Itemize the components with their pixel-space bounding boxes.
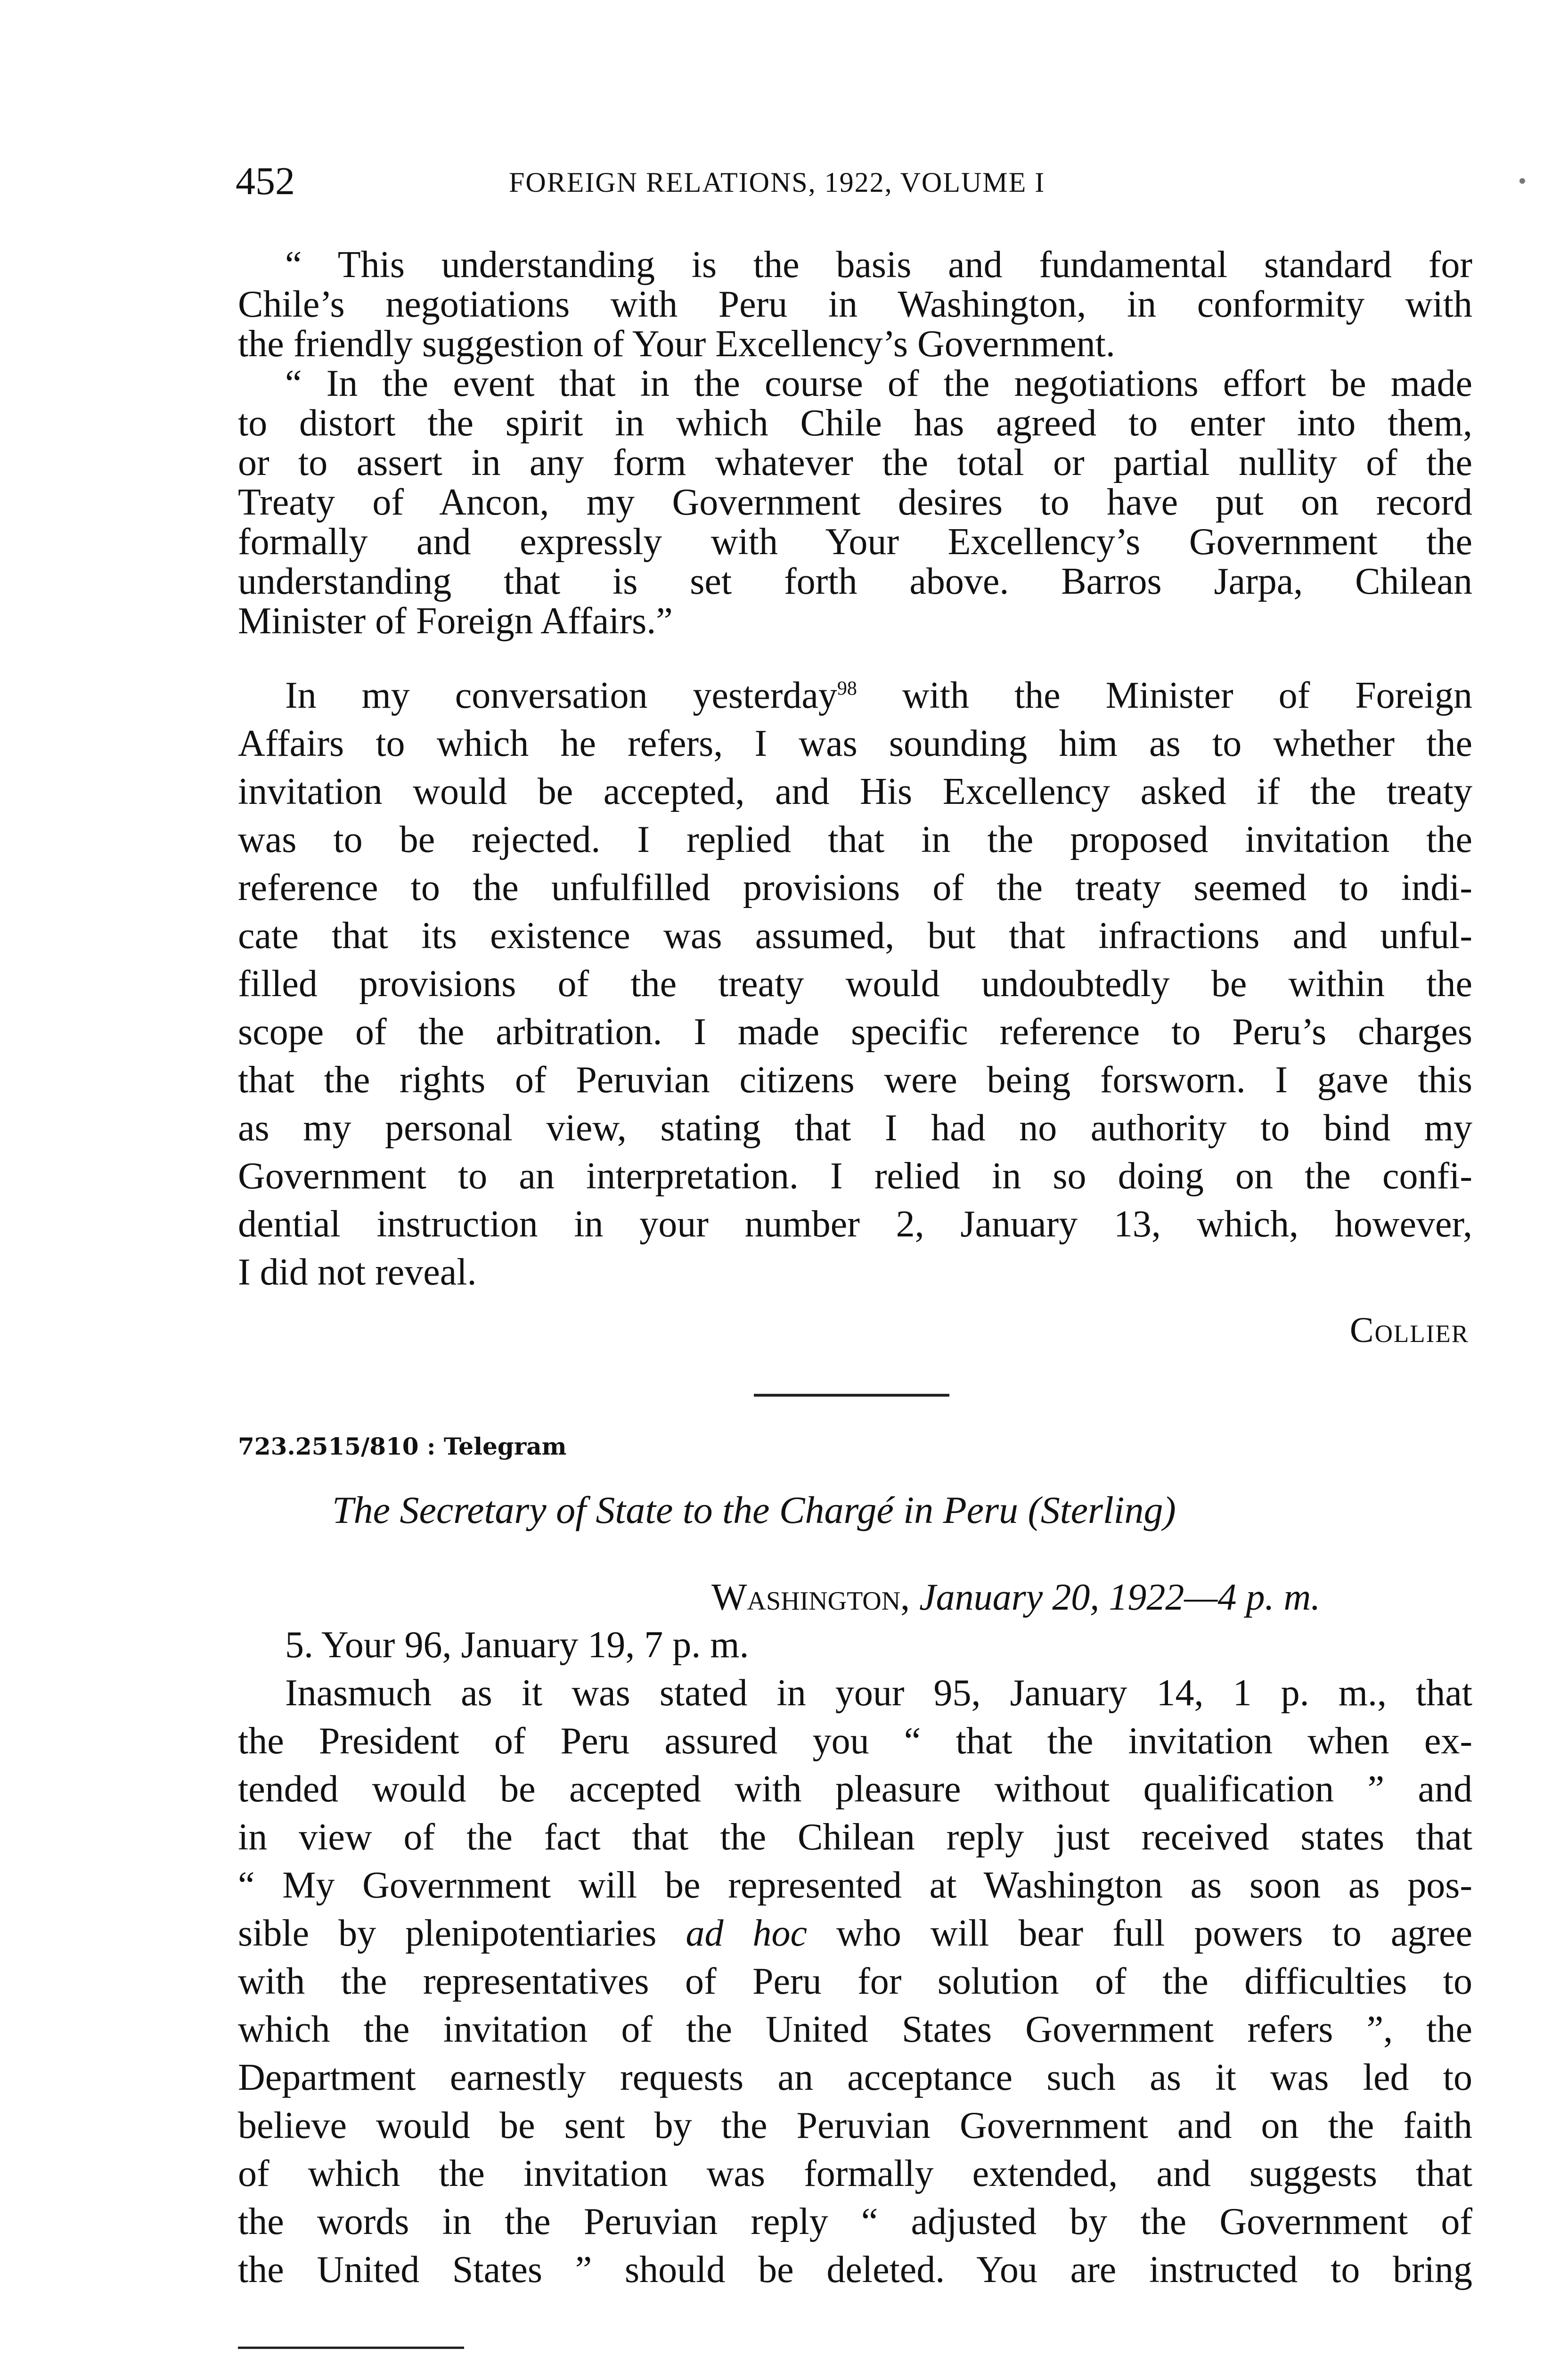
signature <box>1350 1310 1469 1351</box>
telegram-line: of which the invitation was formally extended, and suggests that <box>238 2153 1472 2194</box>
telegram-text: sible by plenipotentiaries <box>238 1913 657 1954</box>
paragraph-line: scope of the arbitration. I made specific reference to Peru’s charges <box>238 1011 1472 1053</box>
telegram-line: the words in the Peruvian reply “ adjusted by the Government of <box>238 2201 1472 2242</box>
paragraph-line: cate that its existence was assumed, but that infractions and unful- <box>238 915 1472 957</box>
dateline <box>711 1574 1320 1621</box>
quote-line: the friendly suggestion of Your Excellency’s Government. <box>238 323 1115 365</box>
telegram-line: the President of Peru assured you “ that the invitation when ex- <box>238 1720 1472 1762</box>
paragraph-line: I did not reveal. <box>238 1252 477 1293</box>
paragraph-line: invitation would be accepted, and His Excellency asked if the treaty <box>238 771 1472 812</box>
quote-line: “ This understanding is the basis and fundamental standard for <box>285 244 1472 286</box>
quote-line: Minister of Foreign Affairs.” <box>238 600 673 642</box>
paragraph-line: that the rights of Peruvian citizens were being forsworn. I gave this <box>238 1059 1472 1101</box>
telegram-line: “ My Government will be represented at Washington as soon as pos- <box>238 1865 1472 1906</box>
dateline-date: January 20, 1922—4 p. m. <box>919 1577 1321 1618</box>
telegram-line: tended would be accepted with pleasure without qualification ” and <box>238 1768 1472 1810</box>
telegram-line: in view of the fact that the Chilean reply just received states that <box>238 1816 1472 1858</box>
file-reference: 723.2515/810 : Telegram <box>238 1432 567 1460</box>
quote-line: understanding that is set forth above. Barros Jarpa, Chilean <box>238 561 1472 602</box>
dateline-place: Washington, <box>711 1577 910 1618</box>
document-title <box>332 1487 1176 1534</box>
telegram-line: with the representatives of Peru for solution of the difficulties to <box>238 1961 1472 2002</box>
paragraph-line: was to be rejected. I replied that in the proposed invitation the <box>238 819 1472 860</box>
quote-line: “ In the event that in the course of the negotiations effort be made <box>285 363 1472 404</box>
quote-line: Treaty of Ancon, my Government desires to have put on record <box>238 482 1472 523</box>
telegram-text: who will bear full powers to agree <box>807 1913 1473 1954</box>
quote-line: or to assert in any form whatever the total or partial nullity of the <box>238 442 1472 483</box>
quote-line: Chile’s negotiations with Peru in Washington, in conformity with <box>238 284 1472 325</box>
paragraph-line: as my personal view, stating that I had no authority to bind my <box>238 1107 1472 1149</box>
telegram-line: the United States ” should be deleted. You are instructed to bring <box>238 2249 1472 2291</box>
page-header <box>236 158 1489 210</box>
telegram-latin-phrase: ad hoc <box>686 1913 808 1954</box>
section-divider <box>754 1394 949 1397</box>
telegram-line: which the invitation of the United States Government refers ”, the <box>238 2009 1472 2050</box>
telegram-line: Department earnestly requests an acceptance such as it was led to <box>238 2057 1472 2098</box>
signature-name: Collier <box>1349 1310 1469 1350</box>
telegram-line <box>238 1909 1472 1957</box>
running-head: FOREIGN RELATIONS, 1922, VOLUME I <box>509 167 1045 198</box>
paragraph-text: In my conversation yesterday <box>285 675 837 716</box>
paragraph-line: filled provisions of the treaty would undoubtedly be within the <box>238 963 1472 1005</box>
page-number: 452 <box>236 159 295 203</box>
quote-line: formally and expressly with Your Excellency’s Government the <box>238 521 1472 563</box>
telegram-line: 5. Your 96, January 19, 7 p. m. <box>285 1624 749 1666</box>
quote-line: to distort the spirit in which Chile has agreed to enter into them, <box>238 402 1472 444</box>
paragraph-line: dential instruction in your number 2, January 13, which, however, <box>238 1203 1472 1245</box>
telegram-line: Inasmuch as it was stated in your 95, January 14, 1 p. m., that <box>285 1672 1472 1714</box>
telegram-line: believe would be sent by the Peruvian Government and on the faith <box>238 2105 1472 2146</box>
paragraph-line: Affairs to which he refers, I was sounding him as to whether the <box>238 723 1472 764</box>
footnote-reference: 98 <box>837 678 857 700</box>
margin-dot <box>1519 178 1525 184</box>
paragraph-text: with the Minister of Foreign <box>857 675 1473 716</box>
footnote-divider <box>238 2347 464 2349</box>
paragraph-line: reference to the unfulfilled provisions of the treaty seemed to indi- <box>238 867 1472 908</box>
paragraph-line <box>238 671 1472 720</box>
paragraph-line: Government to an interpretation. I relied in so doing on the confi- <box>238 1155 1472 1197</box>
title-recipient: (Sterling) <box>1028 1489 1176 1531</box>
title-main: The Secretary of State to the Chargé in Peru <box>332 1489 1018 1531</box>
